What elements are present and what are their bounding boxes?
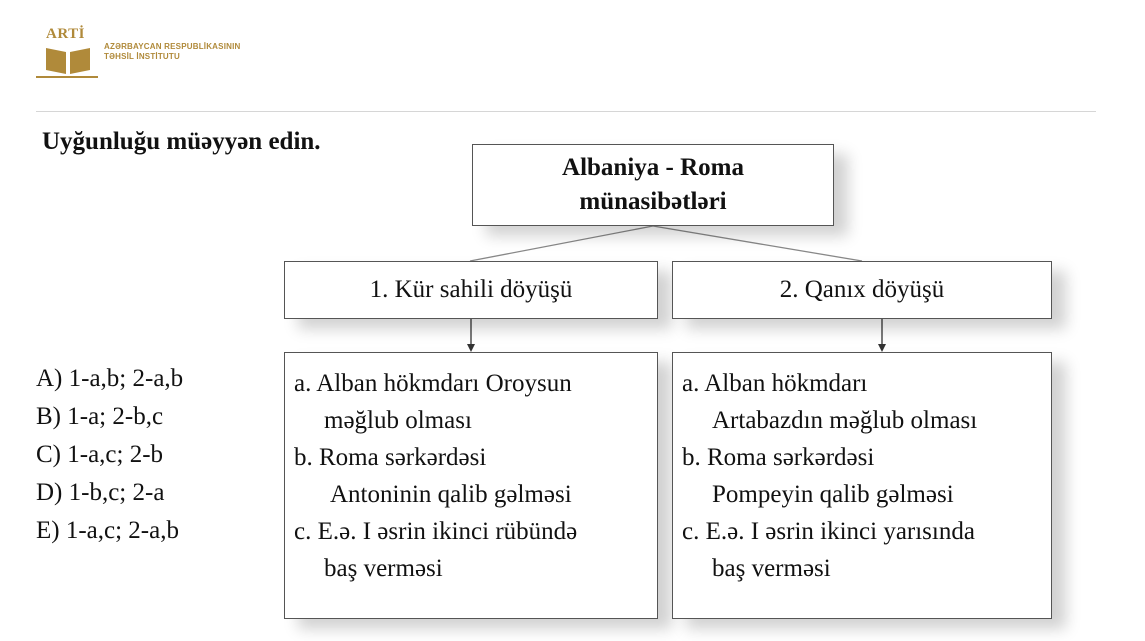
header-divider [36, 111, 1096, 112]
diagram-title-box [472, 144, 834, 226]
answer-option-d[interactable]: D) 1-b,c; 2-a [36, 479, 165, 506]
statement-1b-line1: b. Roma sərkərdəsi [294, 444, 487, 471]
question-instruction: Uyğunluğu müəyyən edin. [42, 128, 321, 155]
institute-name-line2: TƏHSİL İNSTİTUTU [104, 52, 180, 61]
logo-wordmark: ARTİ [46, 26, 85, 42]
branch2-header-box [672, 261, 1052, 319]
statement-1a-line1: a. Alban hökmdarı Oroysun [294, 370, 572, 397]
diagram-title-line1: Albaniya - Roma [562, 154, 744, 181]
answer-options [36, 360, 183, 550]
branch2-statements [672, 352, 1052, 619]
answer-option-c[interactable]: C) 1-a,c; 2-b [36, 441, 164, 468]
statement-1c-line2: baş verməsi [324, 555, 443, 582]
answer-option-b[interactable]: B) 1-a; 2-b,c [36, 403, 164, 430]
statement-2a-line2: Artabazdın məğlub olması [712, 407, 978, 434]
answer-option-e[interactable]: E) 1-a,c; 2-a,b [36, 517, 179, 544]
institute-name [104, 42, 241, 62]
statement-1c-line1: c. E.ə. I əsrin ikinci rübündə [294, 518, 578, 545]
branch1-statements [284, 352, 658, 619]
branch2-header: 2. Qanıx döyüşü [779, 276, 945, 303]
branch1-header-box [284, 261, 658, 319]
diagram-title-line2: münasibətləri [579, 188, 727, 215]
statement-1b-line2: Antoninin qalib gəlməsi [330, 481, 572, 508]
statement-2b-line2: Pompeyin qalib gəlməsi [712, 481, 954, 508]
statement-2b-line1: b. Roma sərkərdəsi [682, 444, 875, 471]
branch1-header: 1. Kür sahili döyüşü [369, 276, 573, 303]
statement-2c-line2: baş verməsi [712, 555, 831, 582]
institute-logo [36, 26, 296, 86]
statement-1a-line2: məğlub olması [324, 407, 472, 434]
institute-name-line1: AZƏRBAYCAN RESPUBLİKASININ [104, 42, 241, 51]
statement-2a-line1: a. Alban hökmdarı [682, 370, 868, 397]
statement-2c-line1: c. E.ə. I əsrin ikinci yarısında [682, 518, 975, 545]
answer-option-a[interactable]: A) 1-a,b; 2-a,b [36, 365, 184, 392]
